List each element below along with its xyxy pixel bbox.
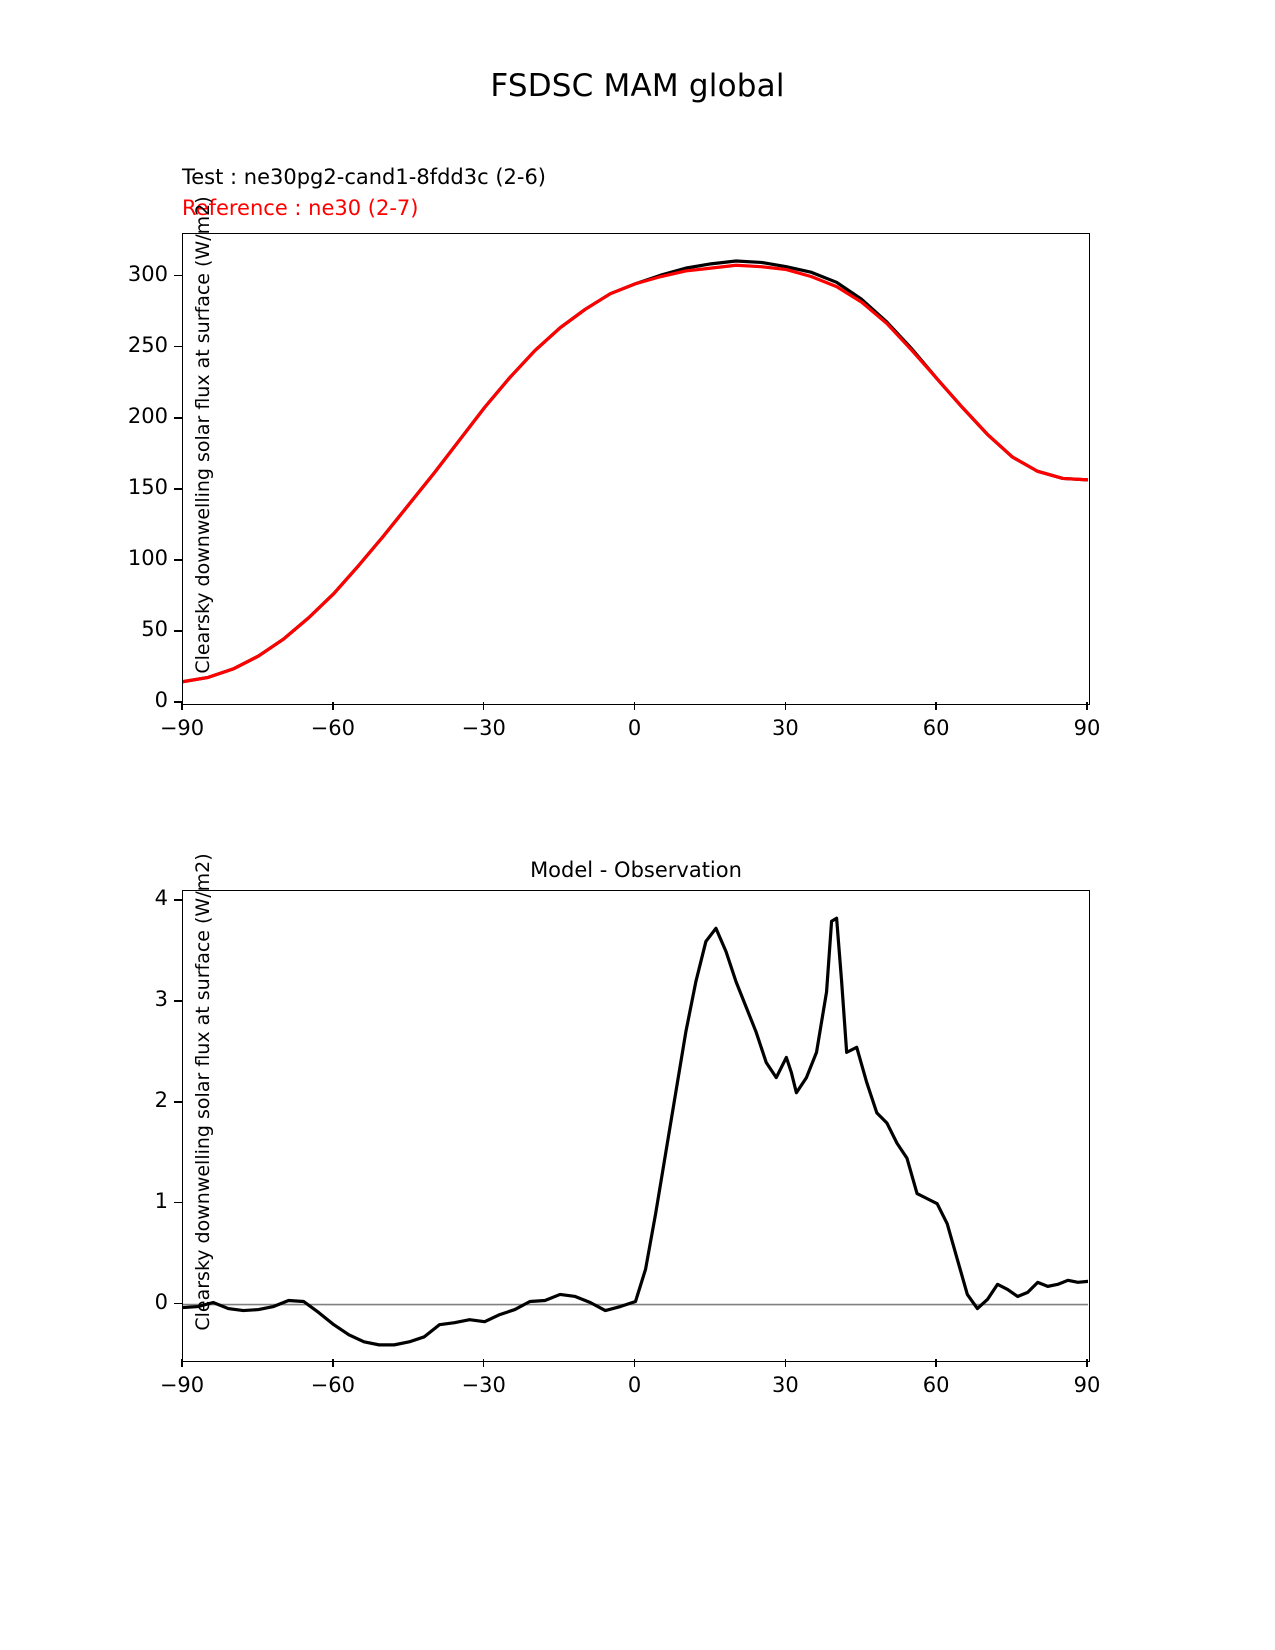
y-tick-label: 250 xyxy=(127,332,168,357)
x-tick-label: −90 xyxy=(159,1373,205,1397)
y-tick-mark xyxy=(174,417,182,419)
y-tick-mark xyxy=(174,346,182,348)
y-tick-label: 0 xyxy=(154,1289,168,1314)
panel1-chart-svg xyxy=(183,234,1088,703)
panel2-y-axis-label: Clearsky downwelling solar flux at surface (W/m2) xyxy=(192,853,214,1331)
x-tick-mark xyxy=(1086,1359,1088,1367)
y-tick-mark xyxy=(174,630,182,632)
y-tick-label: 200 xyxy=(127,403,168,428)
y-tick-label: 150 xyxy=(127,474,168,499)
x-tick-label: 0 xyxy=(627,1373,642,1397)
legend-entry-reference: Reference : ne30 (2-7) xyxy=(182,196,419,220)
y-tick-label: 50 xyxy=(141,616,168,641)
y-tick-label: 300 xyxy=(127,261,168,286)
x-tick-label: −60 xyxy=(310,1373,355,1397)
x-tick-mark xyxy=(634,702,636,710)
page-title: FSDSC MAM global xyxy=(490,68,785,104)
y-tick-mark xyxy=(174,1202,182,1204)
panel2-title: Model - Observation xyxy=(530,858,742,882)
x-tick-label: 60 xyxy=(922,1373,950,1397)
y-tick-label: 100 xyxy=(127,545,168,570)
y-tick-label: 3 xyxy=(154,986,168,1011)
x-tick-mark xyxy=(785,702,787,710)
y-tick-mark xyxy=(174,559,182,561)
x-tick-label: −30 xyxy=(461,1373,506,1397)
x-tick-mark xyxy=(634,1359,636,1367)
panel1-y-axis-label: Clearsky downwelling solar flux at surface (W/m2) xyxy=(192,196,214,674)
y-tick-mark xyxy=(174,1303,182,1305)
x-tick-mark xyxy=(785,1359,787,1367)
x-tick-label: 90 xyxy=(1073,716,1101,740)
x-tick-label: −30 xyxy=(461,716,506,740)
x-tick-mark xyxy=(1086,702,1088,710)
x-tick-mark xyxy=(181,1359,183,1367)
x-tick-label: 30 xyxy=(771,716,799,740)
x-tick-label: 60 xyxy=(922,716,950,740)
y-tick-label: 4 xyxy=(154,886,168,911)
x-tick-mark xyxy=(483,702,485,710)
y-tick-mark xyxy=(174,488,182,490)
y-tick-mark xyxy=(174,1000,182,1002)
x-tick-mark xyxy=(332,1359,334,1367)
x-tick-mark xyxy=(483,1359,485,1367)
y-tick-label: 1 xyxy=(154,1188,168,1213)
y-tick-mark xyxy=(174,701,182,703)
x-tick-mark xyxy=(935,1359,937,1367)
y-tick-mark xyxy=(174,899,182,901)
panel2-chart-svg xyxy=(183,891,1088,1360)
x-tick-mark xyxy=(935,702,937,710)
x-tick-label: −60 xyxy=(310,716,355,740)
panel1-legend xyxy=(182,162,546,224)
x-tick-label: 90 xyxy=(1073,1373,1101,1397)
y-tick-label: 0 xyxy=(154,688,168,712)
y-tick-label: 2 xyxy=(154,1087,168,1112)
x-tick-label: −90 xyxy=(159,716,205,740)
x-tick-label: 0 xyxy=(627,716,642,740)
y-tick-mark xyxy=(174,1101,182,1103)
y-tick-mark xyxy=(174,275,182,277)
x-tick-mark xyxy=(332,702,334,710)
legend-entry-test: Test : ne30pg2-cand1-8fdd3c (2-6) xyxy=(182,165,547,189)
x-tick-label: 30 xyxy=(771,1373,799,1397)
x-tick-mark xyxy=(181,702,183,710)
